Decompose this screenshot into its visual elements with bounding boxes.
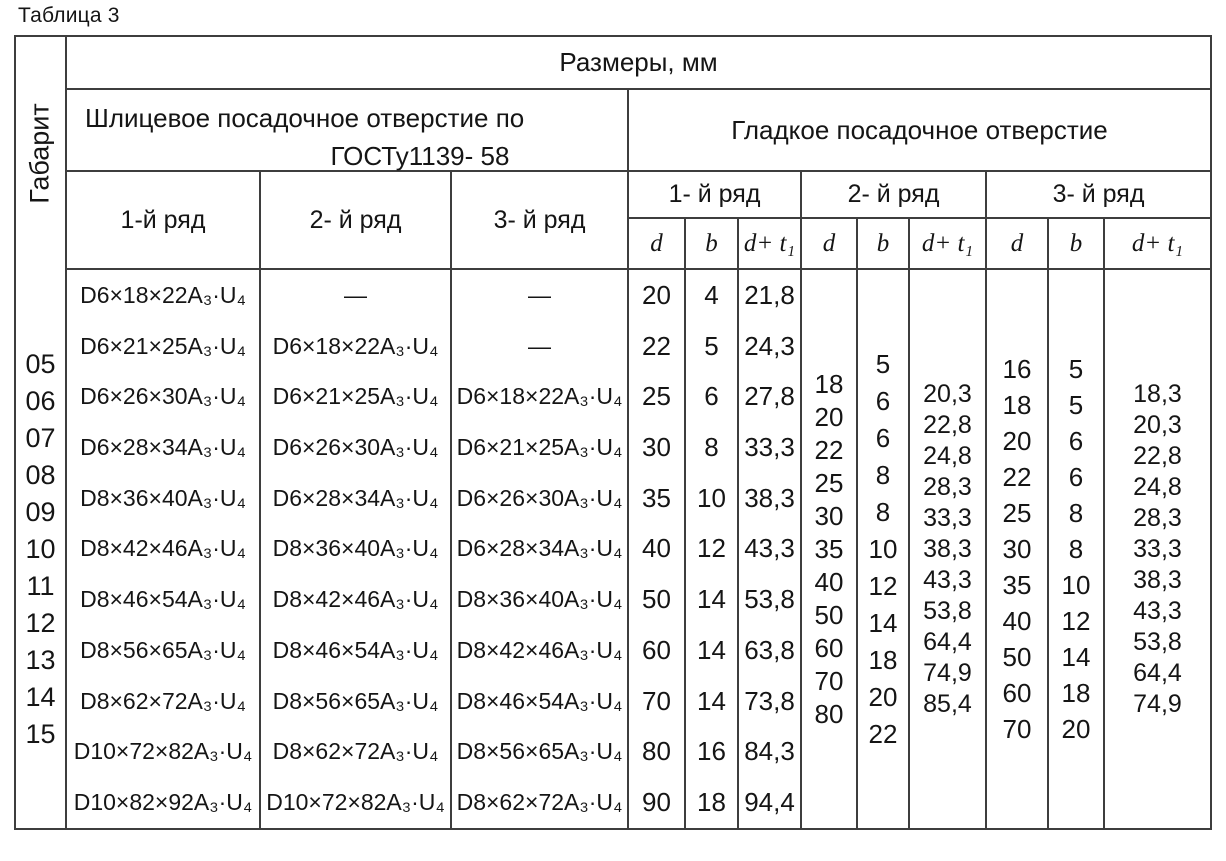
smooth3-d-column bbox=[987, 270, 1049, 828]
spline-designation: D6×18×22A₃·U₄ bbox=[456, 383, 623, 410]
dimension-value: 30 bbox=[814, 500, 844, 531]
dimension-value: 18 bbox=[1061, 677, 1091, 708]
dimension-value: 12 bbox=[697, 533, 726, 564]
dimension-value: 5 bbox=[875, 348, 891, 379]
size-header: Размеры, мм bbox=[67, 37, 1210, 90]
gabarit-value: 05 bbox=[25, 348, 56, 379]
spline-designation: D8×46×54A₃·U₄ bbox=[80, 586, 246, 613]
subheader-dt-3: d+ t₁ bbox=[1105, 219, 1210, 270]
dimension-value: 35 bbox=[1002, 569, 1032, 600]
gabarit-value: 14 bbox=[25, 681, 56, 712]
dimension-value: 10 bbox=[868, 533, 898, 564]
dimension-value: 64,4 bbox=[923, 627, 972, 656]
dimension-value: 63,8 bbox=[744, 634, 795, 665]
dimension-value: 6 bbox=[704, 381, 719, 412]
dimension-value: 5 bbox=[704, 330, 719, 361]
dimension-value: 6 bbox=[1068, 461, 1084, 492]
dimension-value: 33,3 bbox=[1133, 534, 1182, 563]
spline-designation: D8×36×40A₃·U₄ bbox=[272, 535, 439, 562]
spline-row1-column bbox=[67, 270, 261, 828]
subheader-b-3: b bbox=[1049, 219, 1105, 270]
dimension-value: 4 bbox=[704, 279, 719, 310]
gabarit-value: 12 bbox=[25, 607, 56, 638]
smooth1-dt-column bbox=[739, 270, 802, 828]
gabarit-value: 06 bbox=[25, 385, 56, 416]
spline-designation: D8×36×40A₃·U₄ bbox=[80, 484, 246, 511]
dimension-value: 22,8 bbox=[923, 410, 972, 439]
dimension-value: 22 bbox=[868, 718, 898, 749]
dimension-value: 80 bbox=[642, 736, 671, 767]
gabarit-value: 15 bbox=[25, 718, 56, 749]
dimension-value: 38,3 bbox=[744, 482, 795, 513]
dimension-value: 8 bbox=[704, 432, 719, 463]
spline-section-header bbox=[67, 90, 629, 172]
dimension-value: 14 bbox=[697, 634, 726, 665]
dimension-value: 33,3 bbox=[744, 432, 795, 463]
smooth3-dt-column bbox=[1105, 270, 1210, 828]
smooth-group-header-2: 2- й ряд bbox=[802, 172, 987, 219]
dimension-value: 5 bbox=[1068, 353, 1084, 384]
smooth3-b-column bbox=[1049, 270, 1105, 828]
gabarit-value: 13 bbox=[25, 644, 56, 675]
dimension-value: 6 bbox=[875, 422, 891, 453]
spline-designation: D8×42×46A₃·U₄ bbox=[456, 636, 623, 663]
dimension-value: 28,3 bbox=[1133, 503, 1182, 532]
dimension-value: 22 bbox=[814, 434, 844, 465]
dimension-value: 18 bbox=[868, 644, 898, 675]
dimension-value: 35 bbox=[814, 533, 844, 564]
smooth-group-header-1: 1- й ряд bbox=[629, 172, 802, 219]
dimension-value: 20 bbox=[642, 279, 671, 310]
smooth-section-header: Гладкое посадочное отверстие bbox=[629, 90, 1210, 172]
dimension-value: 18 bbox=[697, 787, 726, 818]
dimension-value: 16 bbox=[1002, 353, 1032, 384]
subheader-d-3: d bbox=[987, 219, 1049, 270]
spline-designation: D8×46×54A₃·U₄ bbox=[272, 636, 439, 663]
spline-designation: D10×72×82A₃·U₄ bbox=[266, 789, 445, 816]
dimension-value: 90 bbox=[642, 787, 671, 818]
gabarit-value: 10 bbox=[25, 533, 56, 564]
gabarit-values-column bbox=[16, 270, 67, 828]
dimension-value: 84,3 bbox=[744, 736, 795, 767]
dimension-value: 8 bbox=[1068, 533, 1084, 564]
dimension-value: 8 bbox=[875, 496, 891, 527]
dimension-value: 60 bbox=[814, 632, 844, 663]
dimension-value: 64,4 bbox=[1133, 658, 1182, 687]
dimension-value: 20 bbox=[1061, 713, 1091, 744]
dimension-value: 53,8 bbox=[744, 584, 795, 615]
dimension-value: 50 bbox=[814, 599, 844, 630]
dimension-value: 10 bbox=[1061, 569, 1091, 600]
spline-header-line1: Шлицевое посадочное отверстие по bbox=[85, 103, 525, 133]
dimension-value: 38,3 bbox=[1133, 565, 1182, 594]
dimension-value: 20 bbox=[814, 401, 844, 432]
dimension-value: 40 bbox=[642, 533, 671, 564]
spline-designation: D8×36×40A₃·U₄ bbox=[456, 586, 623, 613]
dimension-value: 18 bbox=[1002, 389, 1032, 420]
spline-designation: — bbox=[528, 281, 551, 308]
spline-designation: D6×21×25A₃·U₄ bbox=[456, 434, 623, 461]
dimension-value: 73,8 bbox=[744, 685, 795, 716]
dimension-value: 6 bbox=[875, 385, 891, 416]
dimension-value: 43,3 bbox=[923, 565, 972, 594]
dimension-value: 74,9 bbox=[1133, 689, 1182, 718]
dimension-value: 43,3 bbox=[1133, 596, 1182, 625]
dimension-value: 40 bbox=[1002, 605, 1032, 636]
spline-designation: D6×28×34A₃·U₄ bbox=[272, 484, 439, 511]
smooth2-d-column bbox=[802, 270, 858, 828]
smooth2-dt-column bbox=[910, 270, 987, 828]
spline-designation: D10×72×82A₃·U₄ bbox=[73, 738, 253, 765]
dimension-value: 20 bbox=[868, 681, 898, 712]
subheader-dt-1: d+ t₁ bbox=[739, 219, 802, 270]
spline-designation: D10×82×92A₃·U₄ bbox=[73, 789, 253, 816]
smooth1-d-column bbox=[629, 270, 686, 828]
dimension-value: 27,8 bbox=[744, 381, 795, 412]
dimension-value: 20,3 bbox=[1133, 410, 1182, 439]
dimension-value: 94,4 bbox=[744, 787, 795, 818]
dimension-value: 30 bbox=[1002, 533, 1032, 564]
dimension-value: 70 bbox=[814, 665, 844, 696]
dimension-value: 50 bbox=[642, 584, 671, 615]
dimensions-table bbox=[14, 35, 1212, 830]
dimension-value: 21,8 bbox=[744, 279, 795, 310]
spline-row3-column bbox=[452, 270, 629, 828]
dimension-value: 14 bbox=[1061, 641, 1091, 672]
spline-col-header-2: 2- й ряд bbox=[261, 172, 452, 270]
subheader-b-1: b bbox=[686, 219, 739, 270]
dimension-value: 8 bbox=[1068, 497, 1084, 528]
subheader-dt-2: d+ t₁ bbox=[910, 219, 987, 270]
table-caption: Таблица 3 bbox=[18, 4, 120, 27]
spline-designation: — bbox=[344, 281, 367, 308]
smooth2-b-column bbox=[858, 270, 910, 828]
subheader-b-2: b bbox=[858, 219, 910, 270]
dimension-value: 30 bbox=[642, 432, 671, 463]
spline-col-header-1: 1-й ряд bbox=[67, 172, 261, 270]
dimension-value: 22 bbox=[1002, 461, 1032, 492]
dimension-value: 16 bbox=[697, 736, 726, 767]
gabarit-value: 11 bbox=[26, 570, 55, 601]
spline-header-line2: ГОСТу1139- 58 bbox=[330, 141, 510, 171]
spline-designation: D6×28×34A₃·U₄ bbox=[456, 535, 623, 562]
dimension-value: 6 bbox=[1068, 425, 1084, 456]
spline-designation: D8×62×72A₃·U₄ bbox=[80, 687, 246, 714]
dimension-value: 60 bbox=[642, 634, 671, 665]
gabarit-label: Габарит bbox=[25, 103, 56, 204]
dimension-value: 25 bbox=[642, 381, 671, 412]
spline-designation: D6×18×22A₃·U₄ bbox=[272, 332, 439, 359]
spline-row2-column bbox=[261, 270, 452, 828]
dimension-value: 14 bbox=[697, 685, 726, 716]
spline-designation: D8×62×72A₃·U₄ bbox=[272, 738, 439, 765]
dimension-value: 8 bbox=[875, 459, 891, 490]
gabarit-header-cell bbox=[16, 37, 67, 270]
smooth1-b-column bbox=[686, 270, 739, 828]
dimension-value: 18,3 bbox=[1133, 379, 1182, 408]
spline-designation: D6×21×25A₃·U₄ bbox=[272, 383, 439, 410]
gabarit-value: 07 bbox=[25, 422, 56, 453]
dimension-value: 10 bbox=[697, 482, 726, 513]
dimension-value: 20 bbox=[1002, 425, 1032, 456]
dimension-value: 28,3 bbox=[923, 472, 972, 501]
dimension-value: 14 bbox=[697, 584, 726, 615]
dimension-value: 53,8 bbox=[1133, 627, 1182, 656]
dimension-value: 85,4 bbox=[923, 689, 972, 718]
dimension-value: 18 bbox=[814, 368, 844, 399]
dimension-value: 24,8 bbox=[923, 441, 972, 470]
dimension-value: 24,3 bbox=[744, 330, 795, 361]
dimension-value: 60 bbox=[1002, 677, 1032, 708]
dimension-value: 14 bbox=[868, 607, 898, 638]
dimension-value: 70 bbox=[642, 685, 671, 716]
spline-designation: D8×46×54A₃·U₄ bbox=[456, 687, 623, 714]
spline-designation: D8×56×65A₃·U₄ bbox=[456, 738, 623, 765]
spline-designation: D8×56×65A₃·U₄ bbox=[80, 636, 246, 663]
dimension-value: 33,3 bbox=[923, 503, 972, 532]
spline-designation: D6×18×22A₃·U₄ bbox=[80, 281, 246, 308]
spline-designation: D6×28×34A₃·U₄ bbox=[80, 434, 246, 461]
dimension-value: 12 bbox=[868, 570, 898, 601]
dimension-value: 25 bbox=[1002, 497, 1032, 528]
dimension-value: 22 bbox=[642, 330, 671, 361]
dimension-value: 50 bbox=[1002, 641, 1032, 672]
spline-designation: D8×56×65A₃·U₄ bbox=[272, 687, 439, 714]
dimension-value: 35 bbox=[642, 482, 671, 513]
spline-designation: D8×42×46A₃·U₄ bbox=[272, 586, 439, 613]
smooth-group-header-3: 3- й ряд bbox=[987, 172, 1210, 219]
dimension-value: 24,8 bbox=[1133, 472, 1182, 501]
dimension-value: 22,8 bbox=[1133, 441, 1182, 470]
dimension-value: 43,3 bbox=[744, 533, 795, 564]
spline-designation: D6×21×25A₃·U₄ bbox=[80, 332, 246, 359]
spline-designation: D8×62×72A₃·U₄ bbox=[456, 789, 623, 816]
spline-designation: D8×42×46A₃·U₄ bbox=[80, 535, 246, 562]
dimension-value: 5 bbox=[1068, 389, 1084, 420]
gabarit-value: 09 bbox=[25, 496, 56, 527]
dimension-value: 40 bbox=[814, 566, 844, 597]
spline-designation: — bbox=[528, 332, 551, 359]
dimension-value: 80 bbox=[814, 698, 844, 729]
dimension-value: 74,9 bbox=[923, 658, 972, 687]
dimension-value: 38,3 bbox=[923, 534, 972, 563]
dimension-value: 25 bbox=[814, 467, 844, 498]
gabarit-value: 08 bbox=[25, 459, 56, 490]
subheader-d-2: d bbox=[802, 219, 858, 270]
dimension-value: 70 bbox=[1002, 713, 1032, 744]
spline-designation: D6×26×30A₃·U₄ bbox=[80, 383, 246, 410]
spline-col-header-3: 3- й ряд bbox=[452, 172, 629, 270]
spline-designation: D6×26×30A₃·U₄ bbox=[272, 434, 439, 461]
dimension-value: 53,8 bbox=[923, 596, 972, 625]
dimension-value: 20,3 bbox=[923, 379, 972, 408]
dimension-value: 12 bbox=[1061, 605, 1091, 636]
subheader-d-1: d bbox=[629, 219, 686, 270]
spline-designation: D6×26×30A₃·U₄ bbox=[456, 484, 623, 511]
